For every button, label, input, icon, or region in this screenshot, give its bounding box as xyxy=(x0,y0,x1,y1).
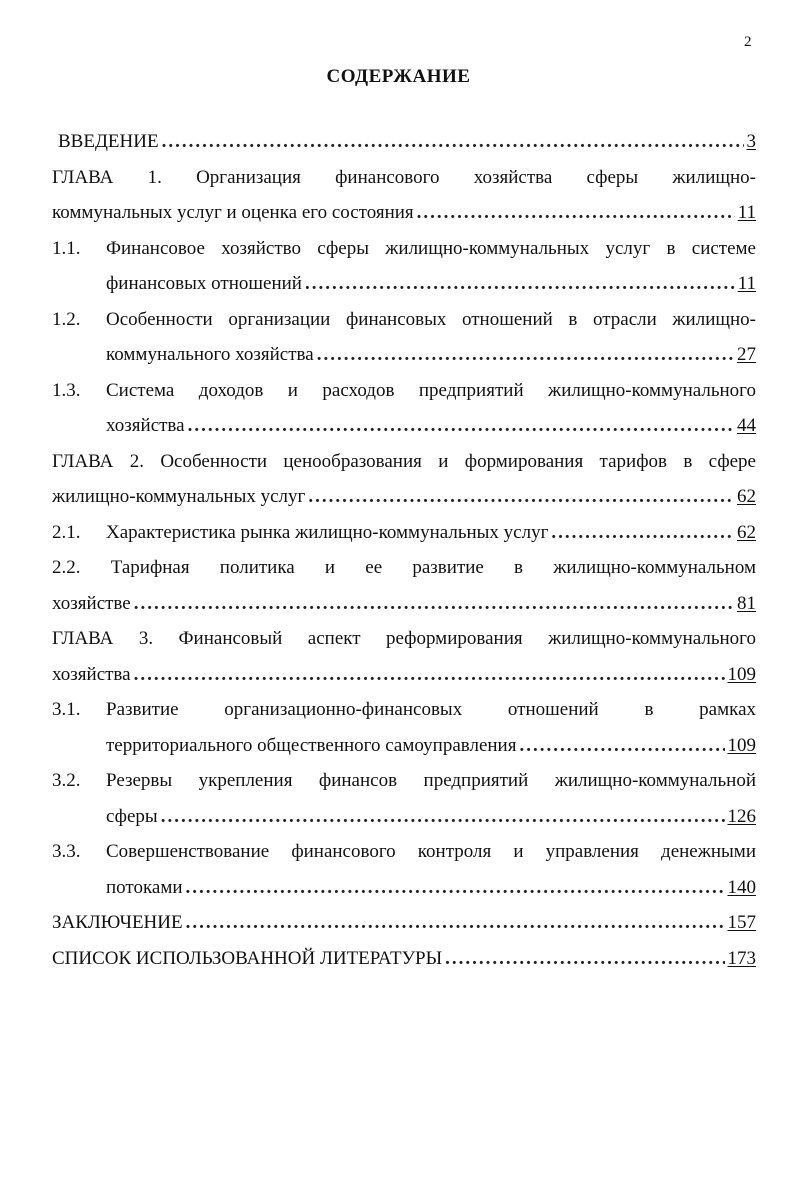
toc-entry-title-line-2: хозяйства xyxy=(52,663,131,685)
toc-entry-title-line-2: хозяйстве xyxy=(52,592,131,614)
toc-entry-section-3-2[interactable] xyxy=(52,763,756,834)
toc-entry-title: Характеристика рынка жилищно-коммунальных услуг xyxy=(106,521,549,543)
toc-entry-number: 3.1. xyxy=(52,699,81,720)
toc-entry-title-line-1: 2.2. Тарифная политика и ее развитие в жилищно-коммунальном xyxy=(52,557,756,578)
toc-entry-title-line-2: финансовых отношений xyxy=(106,273,302,294)
toc-entry-bibliography[interactable] xyxy=(52,941,756,977)
toc-entry-title: ЗАКЛЮЧЕНИЕ xyxy=(52,912,183,933)
toc-entry-page: 140 xyxy=(727,876,756,898)
dot-leader xyxy=(162,124,744,160)
toc-entry-introduction[interactable] xyxy=(52,124,756,160)
dot-leader xyxy=(134,657,725,693)
dot-leader xyxy=(445,941,724,977)
toc-entry-title-line-2: коммунального хозяйства xyxy=(106,344,314,365)
dot-leader xyxy=(551,515,734,551)
toc-entry-number: 2.1. xyxy=(52,521,81,543)
toc-entry-number: 3.3. xyxy=(52,841,81,862)
toc-entry-section-1-3[interactable] xyxy=(52,373,756,444)
toc-entry-title-line-1: Резервы укрепления финансов предприятий жилищно-коммунальной xyxy=(106,770,756,791)
toc-entry-page: 44 xyxy=(737,415,756,436)
toc-entry-number: 1.2. xyxy=(52,308,81,330)
toc-entry-title-line-2: хозяйства xyxy=(106,415,185,436)
page-title: СОДЕРЖАНИЕ xyxy=(326,66,471,87)
toc-entry-page: 173 xyxy=(727,947,756,969)
toc-entry-title-line-1: Система доходов и расходов предприятий жилищно-коммунального xyxy=(106,379,756,401)
toc-entry-title-line-2: сферы xyxy=(106,805,158,827)
toc-entry-title-line-1: ГЛАВА 3. Финансовый аспект реформирования жилищно-коммунального xyxy=(52,628,756,649)
toc-entry-number: 1.1. xyxy=(52,237,81,259)
dot-leader xyxy=(308,479,734,515)
toc-entry-page: 126 xyxy=(727,805,756,827)
toc-entry-page: 62 xyxy=(737,486,756,507)
toc-entry-section-1-1[interactable] xyxy=(52,231,756,302)
toc-entry-title-line-2: территориального общественного самоуправления xyxy=(106,734,517,756)
toc-entry-page: 3 xyxy=(746,131,756,152)
toc-entry-page: 27 xyxy=(737,344,756,365)
dot-leader xyxy=(161,799,725,835)
toc-entry-title-line-1: Финансовое хозяйство сферы жилищно-коммунальных услуг в системе xyxy=(106,237,756,259)
toc-entry-section-1-2[interactable] xyxy=(52,302,756,373)
toc-entry-page: 109 xyxy=(727,663,756,685)
dot-leader xyxy=(134,586,734,622)
dot-leader xyxy=(417,195,735,231)
toc-entry-number: 1.3. xyxy=(52,379,81,401)
toc-entry-title: СПИСОК ИСПОЛЬЗОВАННОЙ ЛИТЕРАТУРЫ xyxy=(52,947,443,969)
toc-entry-page: 11 xyxy=(737,202,756,223)
toc-entry-title-line-1: Развитие организационно-финансовых отношений в рамках xyxy=(106,699,756,720)
toc-entry-chapter-1[interactable] xyxy=(52,160,756,231)
toc-entry-title-line-2: потоками xyxy=(106,876,183,898)
toc-entry-page: 81 xyxy=(737,592,756,614)
page-number: 2 xyxy=(744,34,752,50)
dot-leader xyxy=(305,266,735,302)
dot-leader xyxy=(186,870,725,906)
toc-entry-title-line-1: ГЛАВА 1. Организация финансового хозяйства сферы жилищно- xyxy=(52,166,756,188)
toc-entry-section-2-1[interactable] xyxy=(52,515,756,551)
toc-entry-title-line-1: ГЛАВА 2. Особенности ценообразования и формирования тарифов в сфере xyxy=(52,450,756,472)
toc-entry-title-line-2: жилищно-коммунальных услуг xyxy=(52,486,306,507)
toc-entry-title-line-1: Совершенствование финансового контроля и управления денежными xyxy=(106,841,756,862)
toc-entry-title: ВВЕДЕНИЕ xyxy=(58,131,159,152)
dot-leader xyxy=(317,337,734,373)
toc-entry-page: 157 xyxy=(727,912,756,933)
toc-entry-number: 3.2. xyxy=(52,770,81,791)
toc-entry-page: 11 xyxy=(737,273,756,294)
dot-leader xyxy=(519,728,724,764)
toc-entry-page: 109 xyxy=(727,734,756,756)
toc-entry-section-3-3[interactable] xyxy=(52,834,756,905)
toc-entry-title-line-2: коммунальных услуг и оценка его состояния xyxy=(52,202,414,223)
dot-leader xyxy=(188,408,734,444)
dot-leader xyxy=(186,905,725,941)
table-of-contents xyxy=(52,124,756,976)
toc-entry-section-3-1[interactable] xyxy=(52,692,756,763)
toc-entry-section-2-2[interactable] xyxy=(52,550,756,621)
toc-entry-conclusion[interactable] xyxy=(52,905,756,941)
toc-entry-title-line-1: Особенности организации финансовых отношений в отрасли жилищно- xyxy=(106,308,756,330)
toc-entry-page: 62 xyxy=(737,521,756,543)
toc-entry-chapter-3[interactable] xyxy=(52,621,756,692)
toc-entry-chapter-2[interactable] xyxy=(52,444,756,515)
